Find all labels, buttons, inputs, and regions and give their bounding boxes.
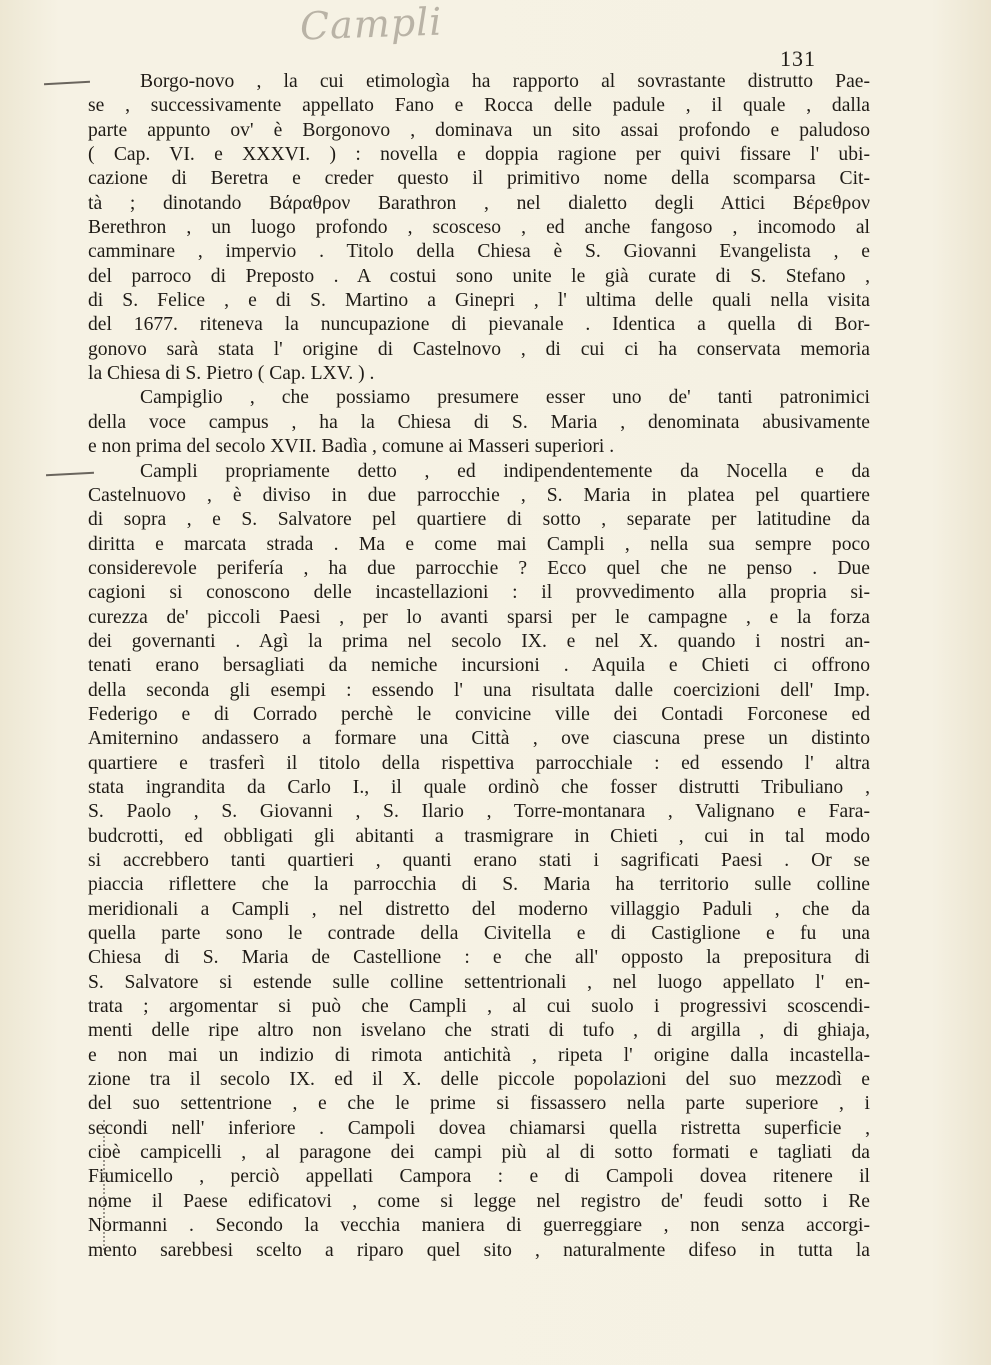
text-line: ( Cap. VI. e XXXVI. ) : novella e doppia ragione per quivi fissare l' ubi- — [88, 144, 870, 166]
text-line: del suo settentrione , e che le prime si fissassero nella parte superiore , i — [88, 1093, 870, 1115]
text-line: Campli propriamente detto , ed indipendentemente da Nocella e da — [140, 460, 870, 482]
text-line: stata ingrandita da Carlo I., il quale ordinò che fosser distrutti Tribuliano , — [88, 776, 870, 798]
text-line: e non mai un indizio di rimota antichità , ripeta l' origine dalla incastella- — [88, 1044, 870, 1066]
text-line: gonovo sarà stata l' origine di Castelnovo , di cui ci ha conservata memoria — [88, 338, 870, 360]
text-line: dei governanti . Agì la prima nel secolo IX. e nel X. quando i nostri an- — [88, 630, 870, 652]
text-line: della seconda gli esempi : essendo l' una risultata dalle coercizioni dell' Imp. — [88, 679, 870, 701]
margin-pencil-mark — [46, 472, 94, 477]
text-line: parte appunto ov' è Borgonovo , dominava un sito assai profondo e paludoso — [88, 119, 870, 141]
text-line: si accrebbero tanti quartieri , quanti erano stati i sagrificati Paesi . Or se — [88, 850, 870, 871]
text-line: del 1677. riteneva la nuncupazione di pievanale . Identica a quella di Bor- — [88, 314, 870, 336]
handwritten-note: Campli — [299, 0, 444, 49]
text-line: zione tra il secolo IX. ed il X. delle piccole popolazioni del suo mezzodì e — [88, 1069, 870, 1091]
text-line: quartiere e trasferì il titolo della rispettiva parrocchiale : ed essendo l' altra — [88, 752, 870, 774]
text-line: quella parte sono le contrade della Civitella e di Castiglione e fu una — [88, 923, 870, 945]
margin-pencil-mark — [44, 81, 90, 85]
text-line: del parroco di Preposto . A costui sono unite le già curate di S. Stefano , — [88, 265, 870, 287]
text-line: della voce campus , ha la Chiesa di S. Maria , denominata abusivamente — [88, 411, 870, 433]
text-line: Fiumicello , perciò appellati Campora : e di Campoli dovea ritenere il — [88, 1166, 870, 1188]
text-line: Campiglio , che possiamo presumere esser uno de' tanti patronimici — [140, 387, 870, 409]
text-line: Berethron , un luogo profondo , scosceso , ed anche fangoso , incomodo al — [88, 217, 870, 239]
text-line: budcrotti, ed obbligati gli abitanti a trasmigrare in Chieti , cui in tal modo — [88, 825, 870, 847]
text-line: di sopra , e S. Salvatore pel quartiere di sotto , separate per latitudine da — [88, 509, 870, 531]
text-line: nome il Paese edificatovi , come si legge nel registro de' feudi sotto i Re — [88, 1190, 870, 1212]
text-line: la Chiesa di S. Pietro ( Cap. LXV. ) . — [88, 363, 375, 385]
text-line: cioè campicelli , al paragone dei campi più al di sotto formati e tagliati da — [88, 1142, 870, 1164]
text-line: S. Salvatore si estende sulle colline settentrionali , nel luogo appellato l' en- — [88, 971, 870, 993]
text-line: cazione di Beretra e creder questo il primitivo nome della scomparsa Cit- — [88, 168, 870, 190]
text-line: Amiternino andassero a formare una Città , ove ciascuna prese un distinto — [88, 728, 870, 750]
text-line: S. Paolo , S. Giovanni , S. Ilario , Torre-montanara , Valignano e Fara- — [88, 801, 870, 823]
text-line: se , successivamente appellato Fano e Rocca delle padule , il quale , dalla — [88, 95, 870, 117]
text-line: curezza de' piccoli Paesi , per lo avanti sparsi per le campagne , e la forza — [88, 606, 870, 628]
text-line: e non prima del secolo XVII. Badìa , comune ai Masseri superiori . — [88, 436, 615, 458]
text-line: considerevole perifería , ha due parrocchie ? Ecco quel che ne penso . Due — [88, 557, 870, 579]
text-line: Normanni . Secondo la vecchia maniera di guerreggiare , non senza accorgi- — [88, 1215, 870, 1237]
text-line: cagioni si conoscono delle incastellazioni : il provvedimento alla propria si- — [88, 582, 870, 604]
text-line: Chiesa di S. Maria de Castellione : e che all' opposto la prepositura di — [88, 947, 870, 969]
text-line: menti delle ripe altro non isvelano che strati di tufo , di argilla , di ghiaja, — [88, 1020, 870, 1042]
text-line: camminare , impervio . Titolo della Chiesa è S. Giovanni Evangelista , e — [88, 241, 870, 263]
page-number: 131 — [780, 46, 816, 71]
text-line: tenati erano bersagliati da nemiche incursioni . Aquila e Chieti ci offrono — [88, 655, 870, 677]
body-text — [88, 70, 870, 1263]
text-line: Castelnuovo , è diviso in due parrocchie , S. Maria in platea pel quartiere — [88, 484, 870, 506]
text-line: trata ; argomentar si può che Campli , al cui suolo i progressivi scoscendi- — [88, 996, 870, 1018]
text-line: mento sarebbesi scelto a riparo quel sito , naturalmente difeso in tutta la — [88, 1239, 870, 1261]
text-line: di S. Felice , e di S. Martino a Ginepri , l' ultima delle quali nella visita — [88, 290, 870, 312]
text-line: Borgo-novo , la cui etimologìa ha rapporto al sovrastante distrutto Pae- — [140, 71, 870, 92]
text-line: meridionali a Campli , nel distretto del moderno villaggio Paduli , che da — [88, 898, 870, 920]
text-line: diritta e marcata strada . Ma e come mai Campli , nella sua sempre poco — [88, 533, 870, 555]
text-line: tà ; dinotando Βάραθρον Barathron , nel dialetto degli Attici Βέρεθρον — [88, 192, 870, 214]
text-line: piaccia riflettere che la parrocchia di S. Maria ha territorio sulle colline — [88, 874, 870, 896]
text-line: secondi nell' inferiore . Campoli dovea chiamarsi quella ristretta superficie , — [88, 1117, 870, 1139]
text-line: Federigo e di Corrado perchè le convicine ville dei Contadi Forconese ed — [88, 703, 870, 725]
